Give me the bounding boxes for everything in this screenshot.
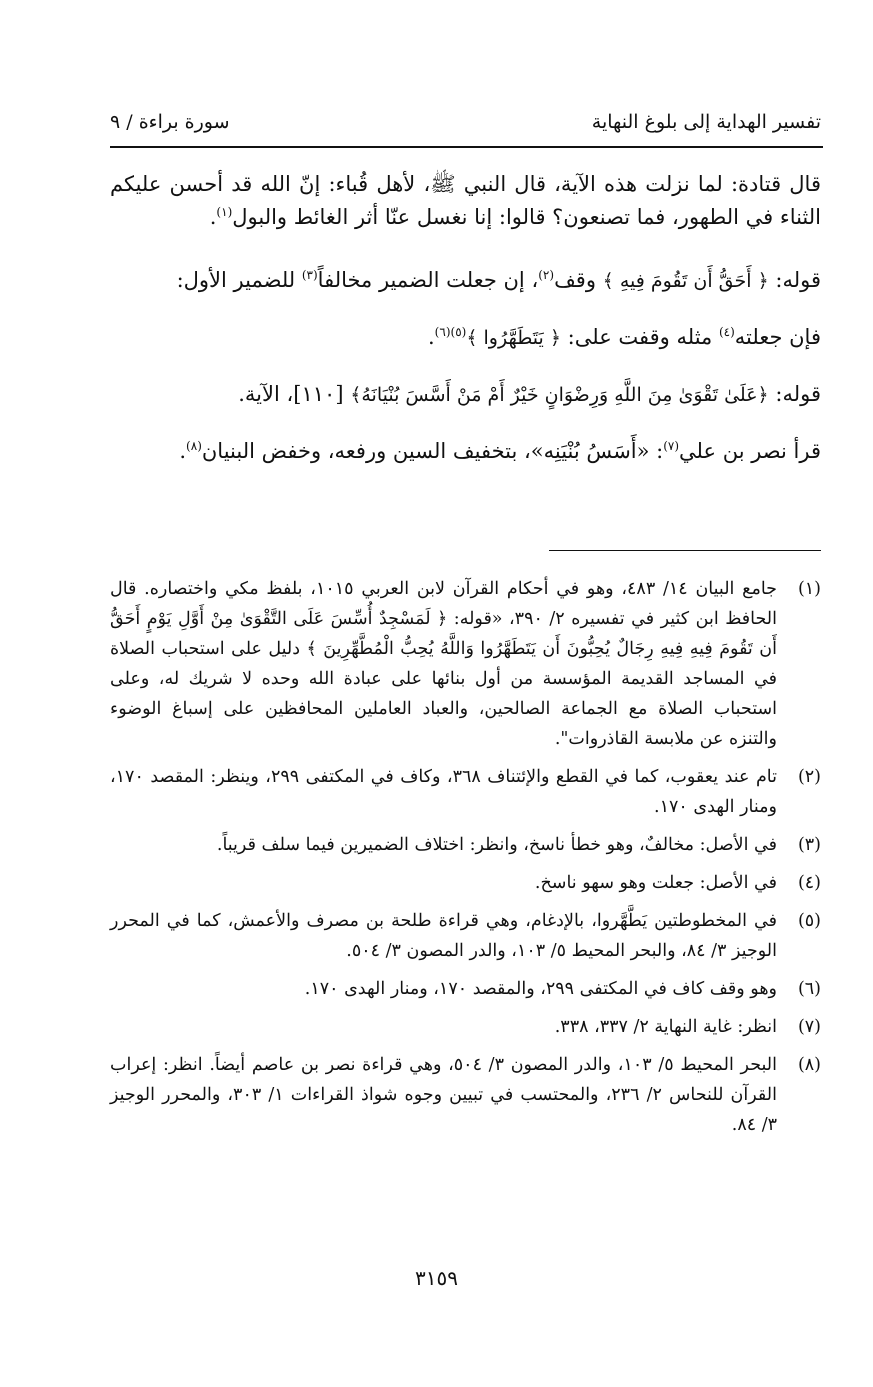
footnote-text: وهو وقف كاف في المكتفى ٢٩٩، والمقصد ١٧٠، ومنار الهدى ١٧٠. bbox=[304, 979, 777, 999]
footnote-text: انظر: غاية النهاية ٢/ ٣٣٧، ٣٣٨. bbox=[554, 1017, 777, 1037]
running-header bbox=[110, 104, 821, 140]
footnote-text: البحر المحيط ٥/ ١٠٣، والدر المصون ٣/ ٥٠٤، وهي قراءة نصر بن عاصم أيضاً. انظر: إعراب القرآن للنحاس ٢/ ٢٣٦، والمحتسب في تبيين وجوه شواذ القراءات ١/ ٣٠٣، والمحرر الوجيز ٣/ ٨٤. bbox=[110, 1055, 777, 1135]
footnotes bbox=[110, 574, 821, 1148]
main-text bbox=[110, 168, 821, 491]
footnote-text: في الأصل: جعلت وهو سهو ناسخ. bbox=[534, 873, 777, 893]
footnote-text: جامع البيان ١٤/ ٤٨٣، وهو في أحكام القرآن لابن العربي ١٠١٥، بلفظ مكي واختصاره. قال الحافظ ابن كثير في تفسيره ٢/ ٣٩٠، «قوله: ﴿ لَمَسْجِدٌ أُسِّسَ عَلَى التَّقْوَىٰ مِنْ أَوَّلِ يَوْمٍ أَحَقُّ أَن تَقُومَ فِيهِ فِيهِ رِجَالٌ يُحِبُّونَ أَن يَتَطَهَّرُوا وَاللَّهُ يُحِبُّ الْمُطَّهِّرِينَ ﴾ دليل على استحباب الصلاة في المساجد القديمة المؤسسة من أول بنائها على عبادة الله وحده لا شريك له، وعلى استحباب الصلاة مع الجماعة الصالحين، والعباد العاملين المحافظين على إسباغ الوضوء والتنزه عن ملابسة القاذروات". bbox=[110, 579, 777, 749]
footnote-number: (٦) bbox=[797, 979, 821, 999]
footnote-text: تام عند يعقوب، كما في القطع والإئتناف ٣٦٨، وكاف في المكتفى ٢٩٩، وينظر: المقصد ١٧٠، ومنار الهدى ١٧٠. bbox=[110, 767, 777, 817]
book-title: تفسير الهداية إلى بلوغ النهاية bbox=[591, 111, 821, 133]
header-rule bbox=[110, 146, 823, 148]
footnote-item bbox=[110, 1012, 821, 1042]
footnote-item bbox=[110, 574, 821, 754]
footnote-ref[interactable]: (٣) bbox=[301, 268, 318, 282]
footnote-ref[interactable]: (٧) bbox=[663, 439, 680, 453]
footnote-ref[interactable]: (٨) bbox=[186, 439, 202, 453]
footnote-separator bbox=[549, 550, 821, 551]
surah-page-label: سورة براءة / ٩ bbox=[110, 111, 230, 133]
footnote-number: (٧) bbox=[797, 1017, 821, 1037]
footnote-item bbox=[110, 906, 821, 966]
footnote-ref[interactable]: (١) bbox=[216, 205, 233, 219]
quran-verse: ﴿ أَحَقُّ أَن تَقُومَ فِيهِ ﴾ bbox=[602, 270, 769, 292]
paragraph-pronoun: فإن جعلته$^{(٤)}$ مثله وقفت على: ﴿ يَتَطَهَّرُوا ﴾$^{(٥)(٦)}$. bbox=[427, 325, 821, 349]
footnote-number: (٨) bbox=[797, 1055, 821, 1075]
paragraph-verse-110: قوله: ﴿عَلَىٰ تَقْوَىٰ مِنَ اللَّهِ وَرِضْوَانٍ خَيْرٌ أَمْ مَنْ أَسَّسَ بُنْيَانَهُ﴾ [١١٠]، الآية. bbox=[238, 382, 821, 406]
paragraph-qatada: قال قتادة: لما نزلت هذه الآية، قال النبي ﷺ، لأهل قُباء: إنّ الله قد أحسن عليكم الثناء في الطهور، فما تصنعون؟ قالوا: إنا نغسل عنّا أثر الغائط والبول$^{(١)}$. bbox=[110, 172, 821, 229]
quran-verse: ﴿عَلَىٰ تَقْوَىٰ مِنَ اللَّهِ وَرِضْوَانٍ خَيْرٌ أَمْ مَنْ أَسَّسَ بُنْيَانَهُ﴾ bbox=[350, 384, 769, 406]
footnote-text: في الأصل: مخالفٌ، وهو خطأ ناسخ، وانظر: اختلاف الضميرين فيما سلف قريباً. bbox=[216, 835, 777, 855]
footnote-ref[interactable]: (٢) bbox=[538, 268, 555, 282]
paragraph-qiraat: قرأ نصر بن علي$^{(٧)}$: «أَسَسُ بُنْيَنِه»، بتخفيف السين ورفعه، وخفض البنيان$^{(٨)}$. bbox=[179, 439, 821, 463]
quran-verse: ﴿ يَتَطَهَّرُوا ﴾ bbox=[466, 327, 561, 349]
footnote-number: (١) bbox=[797, 579, 821, 599]
footnote-item bbox=[110, 762, 821, 822]
footnote-item bbox=[110, 1050, 821, 1140]
footnote-number: (٢) bbox=[797, 767, 821, 787]
footnote-number: (٣) bbox=[797, 835, 821, 855]
footnote-ref[interactable]: (٤) bbox=[718, 325, 735, 339]
footnote-text: في المخطوطتين يَطَّهَّروا، بالإدغام، وهي قراءة طلحة بن مصرف والأعمش، كما في المحرر الوجيز ٣/ ٨٤، والبحر المحيط ٥/ ١٠٣، والدر المصون ٣/ ٥٠٤. bbox=[110, 911, 777, 961]
paragraph-waqf: قوله: ﴿ أَحَقُّ أَن تَقُومَ فِيهِ ﴾ وقف$^{(٢)}$، إن جعلت الضمير مخالفاً$^{(٣)}$ للضمير الأول: bbox=[176, 268, 821, 292]
footnote-item bbox=[110, 868, 821, 898]
footnote-item bbox=[110, 974, 821, 1004]
page-number: ٣١٥٩ bbox=[415, 1266, 458, 1290]
footnote-ref[interactable]: (٥)(٦) bbox=[434, 325, 467, 339]
footnote-number: (٥) bbox=[797, 911, 821, 931]
footnote-item bbox=[110, 830, 821, 860]
footnote-number: (٤) bbox=[797, 873, 821, 893]
